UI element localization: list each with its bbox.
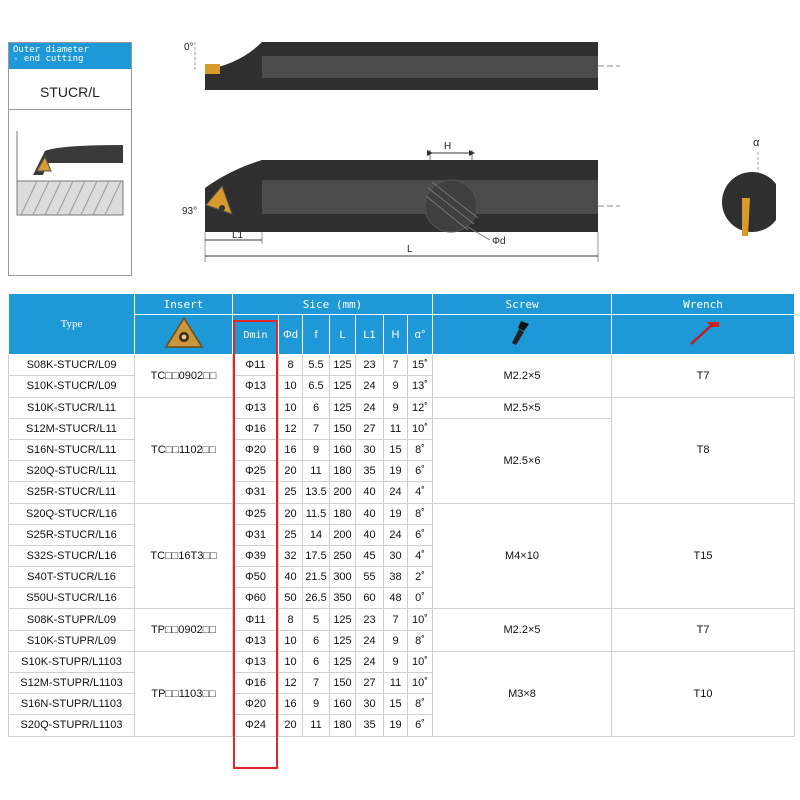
type-code: STUCR/L: [9, 75, 131, 110]
H-cell: 15: [384, 694, 408, 715]
f-cell: 11: [303, 461, 330, 482]
L-cell: 350: [330, 588, 356, 609]
screw-icon: [507, 318, 537, 348]
svg-text:L1: L1: [232, 230, 244, 241]
model-cell: S10K-STUPR/L09: [9, 630, 135, 651]
f-cell: 13.5: [303, 482, 330, 503]
L1-cell: 35: [356, 461, 384, 482]
insert-cell: TC□□0902□□: [135, 355, 233, 397]
dmin-cell: Φ13: [233, 630, 279, 651]
screw-cell: M3×8: [433, 651, 612, 736]
f-cell: 5.5: [303, 355, 330, 376]
L1-cell: 24: [356, 397, 384, 418]
H-cell: 11: [384, 418, 408, 439]
f-cell: 9: [303, 439, 330, 460]
size-header: Sice (mm): [233, 294, 433, 315]
type-description-line2: - end cutting: [13, 54, 84, 64]
alpha-cell: 8˚: [408, 503, 433, 524]
L-cell: 150: [330, 418, 356, 439]
alpha-cell: 13˚: [408, 376, 433, 397]
L1-cell: 27: [356, 418, 384, 439]
f-cell: 7: [303, 673, 330, 694]
model-cell: S16N-STUPR/L1103: [9, 694, 135, 715]
H-cell: 48: [384, 588, 408, 609]
L-cell: 150: [330, 673, 356, 694]
alpha-cell: 6˚: [408, 524, 433, 545]
dmin-cell: Φ11: [233, 355, 279, 376]
screw-cell: M2.2×5: [433, 609, 612, 651]
dmin-cell: Φ25: [233, 503, 279, 524]
tool-drawing: [0, 0, 800, 285]
model-cell: S12M-STUCR/L11: [9, 418, 135, 439]
model-cell: S20Q-STUPR/L1103: [9, 715, 135, 736]
H-cell: 24: [384, 524, 408, 545]
type-header: Type: [9, 294, 135, 355]
model-cell: S20Q-STUCR/L16: [9, 503, 135, 524]
model-cell: S08K-STUCR/L09: [9, 355, 135, 376]
L-cell: 160: [330, 439, 356, 460]
H-cell: 9: [384, 376, 408, 397]
L-cell: 180: [330, 715, 356, 736]
L1-cell: 40: [356, 482, 384, 503]
f-cell: 21.5: [303, 567, 330, 588]
d-cell: 20: [279, 461, 303, 482]
alpha-cell: 4˚: [408, 545, 433, 566]
H-cell: 19: [384, 715, 408, 736]
model-cell: S32S-STUCR/L16: [9, 545, 135, 566]
alpha-cell: 12˚: [408, 397, 433, 418]
model-cell: S40T-STUCR/L16: [9, 567, 135, 588]
f-cell: 14: [303, 524, 330, 545]
L-cell: 160: [330, 694, 356, 715]
side-view: [182, 141, 620, 262]
L-cell: 125: [330, 609, 356, 630]
L1-cell: 24: [356, 376, 384, 397]
model-cell: S16N-STUCR/L11: [9, 439, 135, 460]
H-cell: 19: [384, 503, 408, 524]
alpha-cell: 10˚: [408, 418, 433, 439]
d-cell: 12: [279, 418, 303, 439]
spec-table: [8, 293, 795, 737]
L1-cell: 30: [356, 439, 384, 460]
d-cell: 10: [279, 376, 303, 397]
svg-text:Φd: Φd: [492, 236, 506, 247]
svg-text:L: L: [407, 244, 413, 255]
d-cell: 10: [279, 651, 303, 672]
L1-cell: 23: [356, 355, 384, 376]
alpha-cell: 8˚: [408, 439, 433, 460]
L-cell: 200: [330, 524, 356, 545]
H-cell: 7: [384, 609, 408, 630]
type-description-line1: Outer diameter: [13, 45, 89, 55]
alpha-cell: 10˚: [408, 651, 433, 672]
alpha-header: α°: [408, 315, 433, 355]
L1-cell: 27: [356, 673, 384, 694]
screw-image: [433, 315, 612, 355]
d-cell: 10: [279, 397, 303, 418]
insert-cell: TP□□0902□□: [135, 609, 233, 651]
f-cell: 17.5: [303, 545, 330, 566]
dmin-cell: Φ20: [233, 439, 279, 460]
d-cell: 50: [279, 588, 303, 609]
alpha-cell: 15˚: [408, 355, 433, 376]
end-view: [722, 137, 782, 236]
model-cell: S10K-STUCR/L11: [9, 397, 135, 418]
d-cell: 16: [279, 694, 303, 715]
tool-views: [0, 0, 800, 285]
screw-cell: M2.5×5: [433, 397, 612, 418]
wrench-cell: T8: [612, 397, 795, 503]
f-cell: 6.5: [303, 376, 330, 397]
model-cell: S10K-STUCR/L09: [9, 376, 135, 397]
d-cell: 20: [279, 715, 303, 736]
wrench-image: [612, 315, 795, 355]
table-row: [9, 397, 795, 418]
model-cell: S25R-STUCR/L16: [9, 524, 135, 545]
d-cell: 8: [279, 609, 303, 630]
L1-cell: 40: [356, 524, 384, 545]
model-cell: S25R-STUCR/L11: [9, 482, 135, 503]
L1-cell: 45: [356, 545, 384, 566]
table-row: [9, 609, 795, 630]
alpha-cell: 6˚: [408, 715, 433, 736]
L-cell: 200: [330, 482, 356, 503]
alpha-cell: 6˚: [408, 461, 433, 482]
dmin-cell: Φ13: [233, 651, 279, 672]
dmin-cell: Φ13: [233, 376, 279, 397]
dmin-cell: Φ11: [233, 609, 279, 630]
dmin-cell: Φ25: [233, 461, 279, 482]
dmin-cell: Φ60: [233, 588, 279, 609]
L1-cell: 24: [356, 630, 384, 651]
top-view: [184, 42, 620, 90]
H-cell: 9: [384, 651, 408, 672]
dmin-cell: Φ13: [233, 397, 279, 418]
L-cell: 125: [330, 355, 356, 376]
alpha-cell: 8˚: [408, 630, 433, 651]
screw-cell: M2.2×5: [433, 355, 612, 397]
d-cell: 16: [279, 439, 303, 460]
L-cell: 125: [330, 651, 356, 672]
wrench-header: Wrench: [612, 294, 795, 315]
dmin-cell: Φ20: [233, 694, 279, 715]
L-cell: 180: [330, 503, 356, 524]
alpha-cell: 4˚: [408, 482, 433, 503]
d-cell: 40: [279, 567, 303, 588]
insert-cell: TP□□1103□□: [135, 651, 233, 736]
dmin-cell: Φ16: [233, 418, 279, 439]
alpha-cell: 2˚: [408, 567, 433, 588]
H-cell: 24: [384, 482, 408, 503]
d-cell: 20: [279, 503, 303, 524]
wrench-cell: T7: [612, 609, 795, 651]
L-header: L: [330, 315, 356, 355]
L1-cell: 40: [356, 503, 384, 524]
d-cell: 25: [279, 524, 303, 545]
L1-cell: 55: [356, 567, 384, 588]
L1-cell: 24: [356, 651, 384, 672]
d-cell: 12: [279, 673, 303, 694]
f-cell: 11.5: [303, 503, 330, 524]
dmin-cell: Φ50: [233, 567, 279, 588]
dmin-cell: Φ39: [233, 545, 279, 566]
H-cell: 38: [384, 567, 408, 588]
L1-header: L1: [356, 315, 384, 355]
insert-image: [135, 315, 233, 355]
insert-cell: TC□□16T3□□: [135, 503, 233, 609]
svg-text:H: H: [444, 141, 452, 152]
L1-cell: 35: [356, 715, 384, 736]
alpha-cell: 8˚: [408, 694, 433, 715]
d-cell: 25: [279, 482, 303, 503]
f-cell: 7: [303, 418, 330, 439]
model-cell: S08K-STUPR/L09: [9, 609, 135, 630]
H-header: H: [384, 315, 408, 355]
model-cell: S20Q-STUCR/L11: [9, 461, 135, 482]
H-cell: 15: [384, 439, 408, 460]
dmin-header: Dmin: [233, 315, 279, 355]
alpha-cell: 0˚: [408, 588, 433, 609]
L1-cell: 60: [356, 588, 384, 609]
table-row: [9, 355, 795, 376]
H-cell: 7: [384, 355, 408, 376]
screw-cell: M4×10: [433, 503, 612, 609]
spec-rows: [9, 355, 795, 736]
table-row: [9, 503, 795, 524]
L-cell: 300: [330, 567, 356, 588]
H-cell: 30: [384, 545, 408, 566]
dmin-cell: Φ16: [233, 673, 279, 694]
L-cell: 125: [330, 397, 356, 418]
wrench-cell: T7: [612, 355, 795, 397]
svg-text:0°: 0°: [184, 42, 194, 53]
L-cell: 125: [330, 376, 356, 397]
f-cell: 6: [303, 651, 330, 672]
table-row: [9, 651, 795, 672]
wrench-cell: T10: [612, 651, 795, 736]
model-cell: S50U-STUCR/L16: [9, 588, 135, 609]
L1-cell: 30: [356, 694, 384, 715]
L-cell: 125: [330, 630, 356, 651]
alpha-cell: 10˚: [408, 673, 433, 694]
d-cell: 8: [279, 355, 303, 376]
dmin-cell: Φ31: [233, 482, 279, 503]
svg-text:93°: 93°: [182, 206, 198, 217]
f-cell: 6: [303, 397, 330, 418]
insert-icon: [160, 315, 208, 351]
model-cell: S10K-STUPR/L1103: [9, 651, 135, 672]
H-cell: 9: [384, 630, 408, 651]
insert-header: Insert: [135, 294, 233, 315]
screw-header: Screw: [433, 294, 612, 315]
d-cell: 10: [279, 630, 303, 651]
H-cell: 9: [384, 397, 408, 418]
wrench-icon: [683, 318, 723, 348]
alpha-cell: 10˚: [408, 609, 433, 630]
svg-text:α: α: [753, 137, 760, 149]
f-cell: 5: [303, 609, 330, 630]
d-header: Φd: [279, 315, 303, 355]
f-cell: 11: [303, 715, 330, 736]
f-cell: 9: [303, 694, 330, 715]
insert-cell: TC□□1102□□: [135, 397, 233, 503]
L1-cell: 23: [356, 609, 384, 630]
H-cell: 11: [384, 673, 408, 694]
screw-cell: M2.5×6: [433, 418, 612, 503]
f-cell: 6: [303, 630, 330, 651]
f-cell: 26.5: [303, 588, 330, 609]
d-cell: 32: [279, 545, 303, 566]
H-cell: 19: [384, 461, 408, 482]
L-cell: 250: [330, 545, 356, 566]
dmin-cell: Φ24: [233, 715, 279, 736]
L-cell: 180: [330, 461, 356, 482]
dmin-cell: Φ31: [233, 524, 279, 545]
f-header: f: [303, 315, 330, 355]
wrench-cell: T15: [612, 503, 795, 609]
model-cell: S12M-STUPR/L1103: [9, 673, 135, 694]
